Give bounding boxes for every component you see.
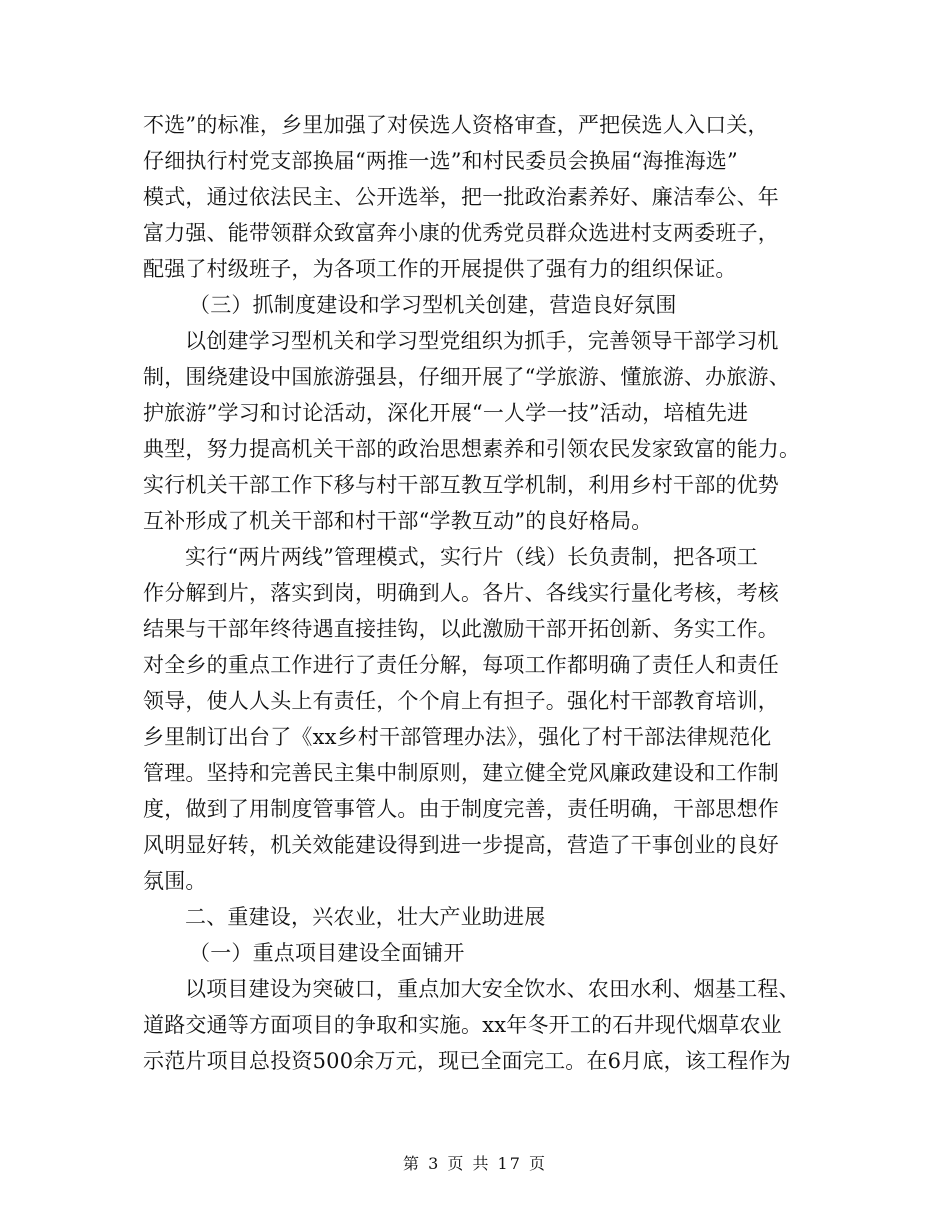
text-line: 配强了村级班子，为各项工作的开展提供了强有力的组织保证。 <box>143 257 737 281</box>
text-line: 领导，使人人头上有责任，个个肩上有担子。强化村干部教育培训， <box>143 689 779 713</box>
text-line: 风明显好转，机关效能建设得到进一步提高，营造了干事创业的良好 <box>143 833 779 857</box>
text-line: 制，围绕建设中国旅游强县，仔细开展了“学旅游、懂旅游、办旅游、 <box>143 365 790 389</box>
text-line: 乡里制订出台了《xx乡村干部管理办法》，强化了村干部法律规范化 <box>143 725 772 749</box>
text-line: 护旅游”学习和讨论活动，深化开展“一人学一技”活动，培植先进 <box>143 401 749 425</box>
text-line: 实行“两片两线”管理模式，实行片（线）长负责制，把各项工 <box>185 545 759 569</box>
page-footer: 第 3 页 共 17 页 <box>403 1154 547 1173</box>
body-text <box>143 107 813 1079</box>
text-line: （三）抓制度建设和学习型机关创建，营造良好氛围 <box>189 293 677 317</box>
text-line: 富力强、能带领群众致富奔小康的优秀党员群众选进村支两委班子， <box>143 221 779 245</box>
text-line: 不选”的标准，乡里加强了对侯选人资格审查，严把侯选人入口关， <box>143 113 769 137</box>
text-line: 典型，努力提高机关干部的政治思想素养和引领农民发家致富的能力。 <box>143 437 801 461</box>
text-line: 结果与干部年终待遇直接挂钩，以此激励干部开拓创新、务实工作。 <box>143 617 779 641</box>
text-line: 示范片项目总投资500余万元，现已全面完工。在6月底，该工程作为 <box>143 1049 791 1073</box>
text-line: （一）重点项目建设全面铺开 <box>189 941 465 965</box>
text-line: 二、重建设，兴农业，壮大产业助进展 <box>185 905 546 929</box>
text-line: 道路交通等方面项目的争取和实施。xx年冬开工的石井现代烟草农业 <box>143 1013 782 1037</box>
text-line: 以项目建设为突破口，重点加大安全饮水、农田水利、烟基工程、 <box>185 977 800 1001</box>
text-line: 互补形成了机关干部和村干部“学教互动”的良好格局。 <box>143 509 653 533</box>
text-line: 氛围。 <box>143 869 207 893</box>
text-line: 模式，通过依法民主、公开选举，把一批政治素养好、廉洁奉公、年 <box>143 185 779 209</box>
text-line: 管理。坚持和完善民主集中制原则，建立健全党风廉政建设和工作制 <box>143 761 779 785</box>
text-line: 仔细执行村党支部换届“两推一选”和村民委员会换届“海推海选” <box>143 149 738 173</box>
text-line: 作分解到片，落实到岗，明确到人。各片、各线实行量化考核，考核 <box>143 581 779 605</box>
text-line: 对全乡的重点工作进行了责任分解，每项工作都明确了责任人和责任 <box>143 653 779 677</box>
text-line: 度，做到了用制度管事管人。由于制度完善，责任明确，干部思想作 <box>143 797 779 821</box>
text-line: 实行机关干部工作下移与村干部互教互学机制，利用乡村干部的优势 <box>143 473 779 497</box>
text-line: 以创建学习型机关和学习型党组织为抓手，完善领导干部学习机 <box>185 329 779 353</box>
